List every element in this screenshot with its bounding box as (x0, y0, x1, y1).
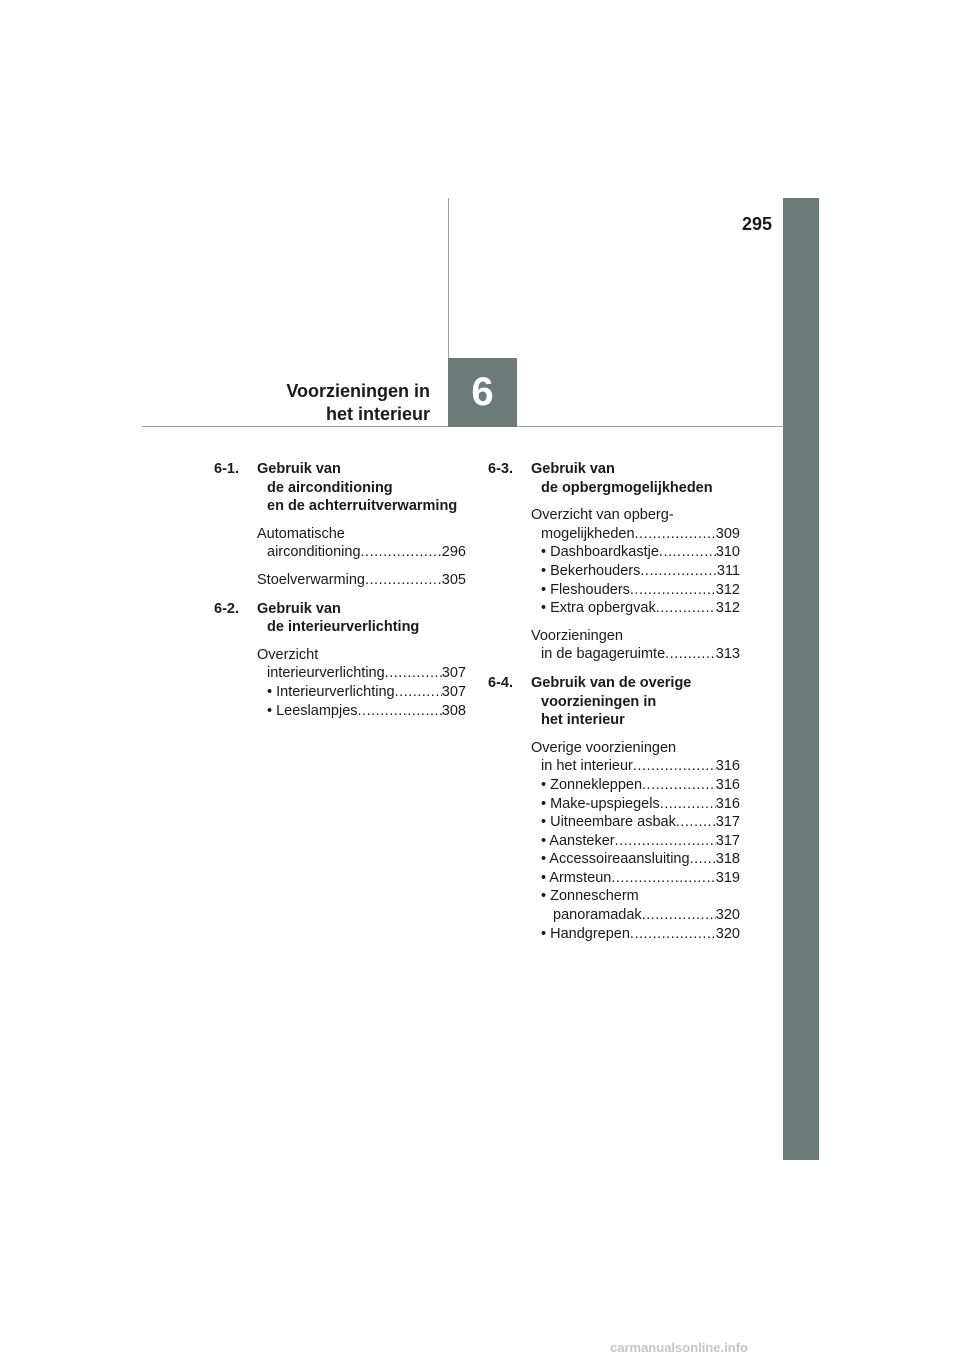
entry-row[interactable] (257, 571, 466, 590)
watermark: carmanualsonline.info (610, 1340, 748, 1355)
subitem-page: 319 (715, 869, 740, 886)
subitem-page: 310 (715, 544, 740, 561)
section-title-line: Gebruik van de overige (531, 674, 692, 691)
dot-leader (611, 869, 715, 888)
toc-subitem[interactable] (257, 702, 466, 721)
toc-section (214, 600, 466, 721)
chapter-side-bar (783, 198, 819, 1160)
toc-right-column (488, 460, 740, 943)
subitem-row[interactable] (541, 562, 740, 581)
subitem-row[interactable] (541, 925, 740, 944)
section-title-line: de interieurverlichting (267, 619, 420, 636)
toc-subitem[interactable] (531, 869, 740, 888)
section-title-line: de opbergmogelijkheden (541, 479, 713, 496)
subitem-page: 320 (715, 925, 740, 942)
dot-leader (676, 813, 716, 832)
chapter-number: 6 (471, 370, 494, 414)
section-title-line: voorzieningen in (541, 693, 657, 710)
section-title-line: Gebruik van (531, 461, 615, 477)
toc-entry[interactable] (257, 571, 466, 590)
subitem-label: • Uitneembare asbak (541, 814, 676, 831)
toc-subitem[interactable] (531, 850, 740, 869)
dot-leader (642, 906, 716, 925)
section-title-line: en de achterruitverwarming (267, 498, 458, 515)
subitem-row[interactable] (541, 906, 740, 925)
subitem-label: • Bekerhouders (541, 562, 641, 579)
toc-section (488, 674, 740, 943)
subitem-row[interactable] (267, 683, 466, 702)
toc-subitem[interactable] (531, 599, 740, 618)
subitem-page: 317 (715, 832, 740, 849)
dot-leader (633, 757, 716, 776)
toc-section (214, 460, 466, 590)
entry-line: Automatische (257, 525, 345, 542)
section-title-line: Gebruik van (257, 600, 341, 617)
toc-subitem[interactable] (257, 683, 466, 702)
subitem-label: • Interieurverlichting (267, 683, 395, 700)
subitem-page: 312 (715, 600, 740, 617)
section-title[interactable] (531, 674, 740, 730)
entry-label: interieurverlichting (267, 665, 385, 682)
subitem-row[interactable] (541, 850, 740, 869)
toc-subitem[interactable] (531, 776, 740, 795)
entry-row[interactable] (257, 664, 466, 683)
toc-subitem[interactable] (531, 795, 740, 814)
dot-leader (365, 571, 442, 590)
dot-leader (630, 581, 716, 600)
subitem-label: • Accessoireaansluiting (541, 851, 690, 868)
subitem-label: • Leeslampjes (267, 702, 358, 719)
subitem-page: 311 (716, 562, 740, 579)
subitem-label: panoramadak (553, 907, 642, 924)
section-title-line: het interieur (541, 712, 625, 729)
toc-entry[interactable] (257, 646, 466, 720)
subitem-line: • Zonnescherm (541, 888, 639, 905)
toc-left-column (214, 460, 466, 720)
subitem-label: • Fleshouders (541, 581, 630, 598)
toc-subitem[interactable] (531, 832, 740, 851)
subitem-page: 308 (441, 702, 466, 719)
subitem-row[interactable] (541, 813, 740, 832)
dot-leader (660, 795, 716, 814)
toc-subitem[interactable] (531, 581, 740, 600)
section-title-line: de airconditioning (267, 479, 393, 496)
subitem-row[interactable] (541, 599, 740, 618)
section-number: 6-1. (214, 461, 239, 477)
section-title[interactable] (257, 460, 466, 516)
toc-subitem[interactable] (531, 925, 740, 944)
dot-leader (630, 925, 716, 944)
toc-subitem[interactable] (531, 543, 740, 562)
toc-entry[interactable] (531, 506, 740, 618)
dot-leader (385, 664, 442, 683)
entry-row[interactable] (257, 543, 466, 562)
page-number: 295 (741, 214, 772, 234)
entry-page: 305 (441, 571, 466, 588)
entry-line: Overige voorzieningen (531, 739, 677, 756)
subitem-row[interactable] (541, 869, 740, 888)
entry-line: Overzicht (257, 646, 319, 663)
entry-label: mogelijkheden (541, 525, 635, 542)
subitem-row[interactable] (541, 832, 740, 851)
entry-page: 316 (715, 758, 740, 775)
chapter-title-line-2: het interieur (325, 404, 430, 424)
dot-leader (395, 683, 442, 702)
entry-page: 309 (715, 525, 740, 542)
dot-leader (665, 645, 716, 664)
toc-subitem[interactable] (531, 562, 740, 581)
subitem-label: • Aansteker (541, 832, 615, 849)
entry-label: Stoelverwarming (257, 571, 365, 588)
entry-row[interactable] (531, 645, 740, 664)
entry-label: in de bagageruimte (541, 646, 666, 663)
toc-entry[interactable] (257, 525, 466, 562)
entry-line: Overzicht van opberg- (531, 507, 674, 524)
subitem-page: 317 (715, 814, 740, 831)
toc-subitem[interactable] (531, 813, 740, 832)
subitem-page: 320 (715, 907, 740, 924)
toc-entry[interactable] (531, 627, 740, 664)
subitem-label: • Extra opbergvak (541, 600, 656, 617)
vertical-rule (448, 198, 449, 358)
entry-page: 296 (441, 544, 466, 561)
dot-leader (361, 543, 442, 562)
chapter-title (286, 380, 430, 426)
subitem-row[interactable] (541, 795, 740, 814)
chapter-number-box (448, 358, 517, 427)
subitem-page: 312 (715, 581, 740, 598)
entry-row[interactable] (531, 757, 740, 776)
subitem-row[interactable] (541, 776, 740, 795)
toc-section (488, 460, 740, 664)
subitem-page: 318 (715, 851, 740, 868)
toc-subitem[interactable] (531, 887, 740, 924)
subitem-page: 307 (441, 683, 466, 700)
toc-entry[interactable] (531, 739, 740, 944)
dot-leader (659, 543, 716, 562)
section-number: 6-4. (488, 674, 513, 691)
dot-leader (358, 702, 442, 721)
entry-label: in het interieur (541, 758, 633, 775)
dot-leader (656, 599, 716, 618)
entry-row[interactable] (531, 525, 740, 544)
section-number: 6-3. (488, 461, 513, 477)
subitem-label: • Dashboardkastje (541, 544, 659, 561)
entry-line: Voorzieningen (531, 627, 623, 644)
section-number: 6-2. (214, 600, 239, 617)
dot-leader (642, 776, 716, 795)
subitem-page: 316 (715, 795, 740, 812)
section-title[interactable] (257, 600, 466, 637)
section-title[interactable] (531, 460, 740, 497)
entry-page: 313 (715, 646, 740, 663)
dot-leader (635, 525, 716, 544)
subitem-label: • Handgrepen (541, 925, 630, 942)
subitem-row[interactable] (541, 543, 740, 562)
section-title-line: Gebruik van (257, 461, 341, 477)
subitem-page: 316 (715, 776, 740, 793)
subitem-row[interactable] (267, 702, 466, 721)
subitem-label: • Zonnekleppen (541, 776, 643, 793)
subitem-label: • Make-upspiegels (541, 795, 660, 812)
entry-label: airconditioning (267, 544, 361, 561)
subitem-label: • Armsteun (541, 869, 612, 886)
dot-leader (615, 832, 716, 851)
subitem-row[interactable] (541, 581, 740, 600)
chapter-title-line-1: Voorzieningen in (286, 381, 430, 401)
dot-leader (640, 562, 716, 581)
entry-page: 307 (441, 665, 466, 682)
dot-leader (690, 850, 716, 869)
